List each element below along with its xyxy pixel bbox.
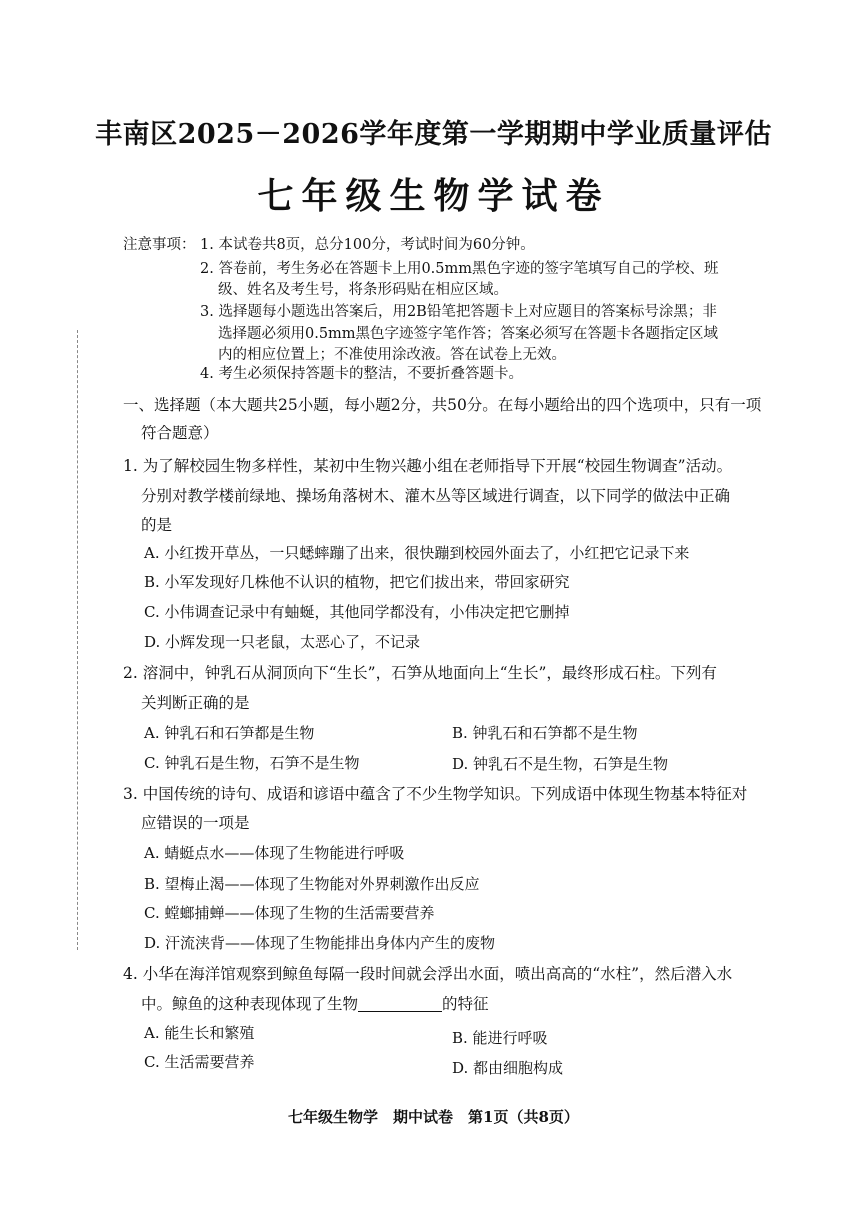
q1-option-b: B. 小军发现好几株他不认识的植物，把它们拔出来，带回家研究 [144,573,570,591]
question-2: 2. 溶洞中，钟乳石从洞顶向下“生长”，石笋从地面向上“生长”，最终形成石柱。下列有 [123,664,717,682]
q4-stem-post: 的特征 [442,995,489,1013]
q2-option-b: B. 钟乳石和石笋都不是生物 [452,724,638,742]
question-1-cont: 的是 [141,516,173,534]
q4-stem-pre: 中。鲸鱼的这种表现体现了生物 [141,995,359,1013]
q1-option-a: A. 小红拨开草丛，一只蟋蟀蹦了出来，很快蹦到校园外面去了，小红把它记录下来 [144,544,690,562]
q3-option-c: C. 螳螂捕蝉——体现了生物的生活需要营养 [144,904,435,922]
question-3: 3. 中国传统的诗句、成语和谚语中蕴含了不少生物学知识。下列成语中体现生物基本特征对 [123,785,748,803]
question-2-cont: 关判断正确的是 [141,694,250,712]
note-line: 内的相应位置上；不准使用涂改液。答在试卷上无效。 [218,347,566,363]
q4-option-a: A. 能生长和繁殖 [144,1024,255,1042]
q3-option-b: B. 望梅止渴——体现了生物能对外界刺激作出反应 [144,875,480,893]
question-1-cont: 分别对教学楼前绿地、操场角落树木、灌木丛等区域进行调查，以下同学的做法中正确 [141,487,731,505]
question-3-cont: 应错误的一项是 [141,814,250,832]
q2-option-c: C. 钟乳石是生物，石笋不是生物 [144,754,360,772]
q1-option-d: D. 小辉发现一只老鼠，太恶心了，不记录 [144,633,421,651]
notes-label: 注意事项： [123,237,196,253]
exam-subtitle: 七年级生物学试卷 [257,175,610,217]
binding-line [77,330,78,950]
question-4-cont [141,992,489,1014]
q1-option-c: C. 小伟调查记录中有蚰蜒，其他同学都没有，小伟决定把它删掉 [144,603,570,621]
section-heading: 一、选择题（本大题共25小题，每小题2分，共50分。在每小题给出的四个选项中，只有一项 [123,396,762,414]
q3-option-d: D. 汗流浃背——体现了生物能排出身体内产生的废物 [144,934,496,952]
q3-option-a: A. 蜻蜓点水——体现了生物能进行呼吸 [144,844,405,862]
note-line: 选择题必须用0.5mm黑色字迹签字笔作答；答案必须写在答题卡各题指定区域 [218,326,719,342]
note-line: 3. 选择题每小题选出答案后，用2B铅笔把答题卡上对应题目的答案标号涂黑；非 [200,304,717,320]
note-line: 级、姓名及考生号，将条形码贴在相应区域。 [218,282,508,298]
exam-title: 丰南区2025－2026学年度第一学期期中学业质量评估 [95,119,772,150]
section-heading-cont: 符合题意） [141,424,219,442]
note-line: 4. 考生必须保持答题卡的整洁，不要折叠答题卡。 [200,366,523,382]
page-footer: 七年级生物学 期中试卷 第1页（共8页） [288,1108,579,1126]
question-4: 4. 小华在海洋馆观察到鲸鱼每隔一段时间就会浮出水面，喷出高高的“水柱”，然后潜入水 [123,965,733,983]
q2-option-d: D. 钟乳石不是生物，石笋是生物 [452,755,669,773]
q2-option-a: A. 钟乳石和石笋都是生物 [144,724,315,742]
q4-option-c: C. 生活需要营养 [144,1053,255,1071]
note-line: 1. 本试卷共8页，总分100分，考试时间为60分钟。 [200,237,535,253]
note-line: 2. 答卷前，考生务必在答题卡上用0.5mm黑色字迹的签字笔填写自己的学校、班 [200,261,719,277]
q4-option-d: D. 都由细胞构成 [452,1059,564,1077]
question-1: 1. 为了解校园生物多样性，某初中生物兴趣小组在老师指导下开展“校园生物调查”活动。 [123,457,733,475]
answer-blank [358,996,442,1013]
q4-option-b: B. 能进行呼吸 [452,1029,548,1047]
